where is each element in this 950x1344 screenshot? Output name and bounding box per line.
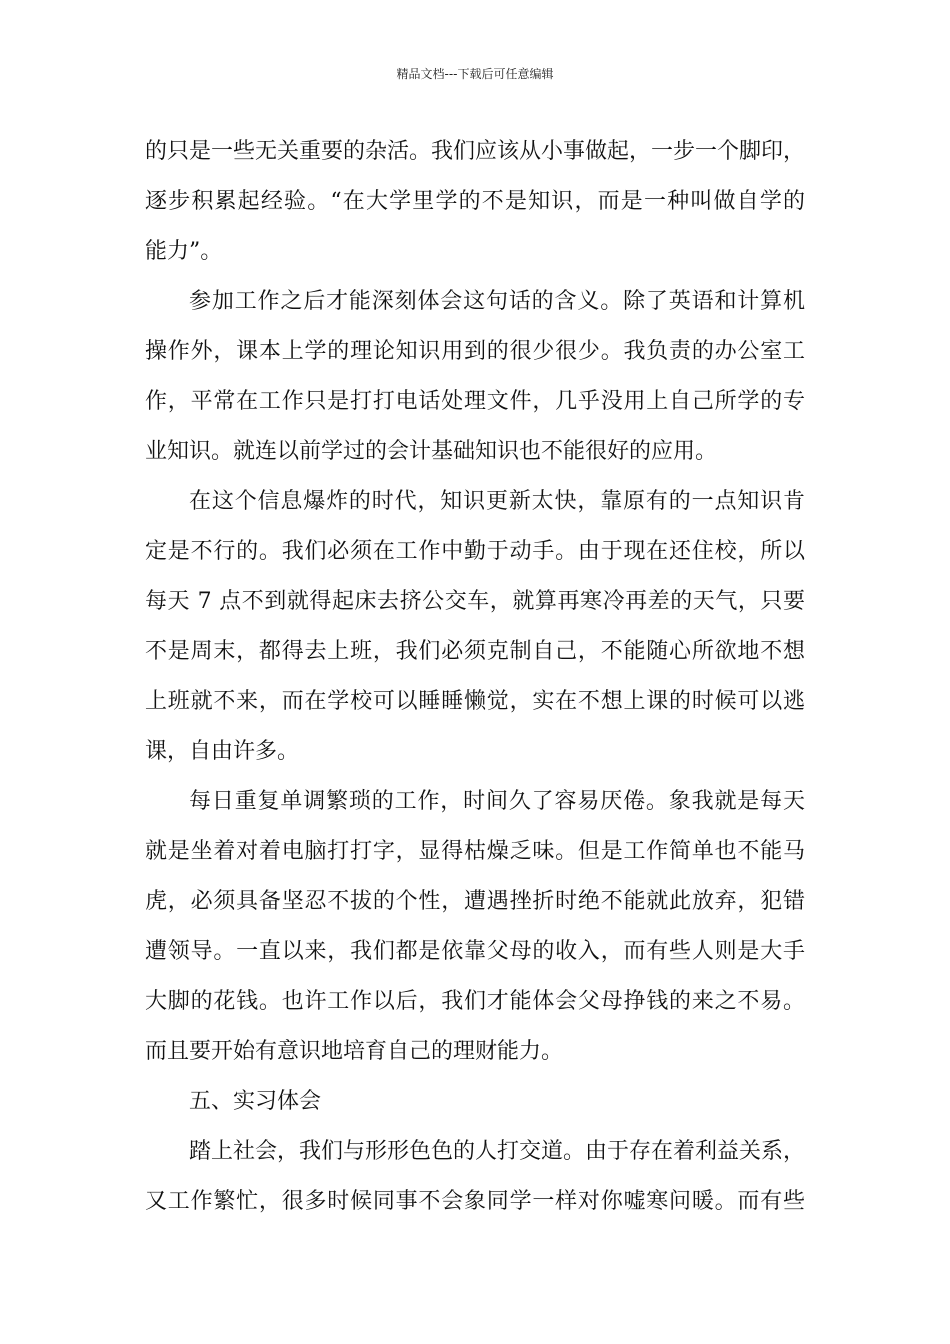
text-line: 操作外，课本上学的理论知识用到的很少很少。我负责的办公室工 [145, 339, 805, 364]
text-line: 业知识。就连以前学过的会计基础知识也不能很好的应用。 [145, 439, 718, 464]
text-line: 五、实习体会 [189, 1089, 322, 1114]
text-line: 遭领导。一直以来，我们都是依靠父母的收入，而有些人则是大手 [145, 939, 805, 964]
text-line: 上班就不来，而在学校可以睡睡懒觉，实在不想上课的时候可以逃 [145, 689, 805, 714]
text-line: 能力”。 [145, 239, 223, 264]
text-line: 就是坐着对着电脑打打字，显得枯燥乏味。但是工作简单也不能马 [145, 839, 805, 864]
text-line: 定是不行的。我们必须在工作中勤于动手。由于现在还住校，所以 [145, 539, 805, 564]
text-line: 在这个信息爆炸的时代，知识更新太快，靠原有的一点知识肯 [189, 489, 805, 514]
text-line: 的只是一些无关重要的杂活。我们应该从小事做起，一步一个脚印， [145, 139, 805, 164]
text-line: 每日重复单调繁琐的工作，时间久了容易厌倦。象我就是每天 [189, 789, 805, 814]
document-body [145, 127, 805, 1227]
text-line: 每天 7 点不到就得起床去挤公交车，就算再寒冷再差的天气，只要 [145, 589, 805, 614]
text-line: 逐步积累起经验。“在大学里学的不是知识，而是一种叫做自学的 [145, 189, 805, 214]
page-header: 精品文档---下载后可任意编辑 [396, 67, 554, 81]
text-line: 参加工作之后才能深刻体会这句话的含义。除了英语和计算机 [189, 289, 805, 314]
text-line: 不是周末，都得去上班，我们必须克制自己，不能随心所欲地不想 [145, 639, 805, 664]
text-line: 而且要开始有意识地培育自己的理财能力。 [145, 1039, 564, 1064]
text-line: 大脚的花钱。也许工作以后，我们才能体会父母挣钱的来之不易。 [145, 989, 805, 1014]
text-line: 作，平常在工作只是打打电话处理文件，几乎没用上自己所学的专 [145, 389, 805, 414]
text-line: 虎，必须具备坚忍不拔的个性，遭遇挫折时绝不能就此放弃，犯错 [145, 889, 805, 914]
text-line: 踏上社会，我们与形形色色的人打交道。由于存在着利益关系， [189, 1139, 805, 1164]
text-line: 课，自由许多。 [145, 739, 300, 764]
text-line: 又工作繁忙，很多时候同事不会象同学一样对你嘘寒问暖。而有些 [145, 1189, 805, 1214]
